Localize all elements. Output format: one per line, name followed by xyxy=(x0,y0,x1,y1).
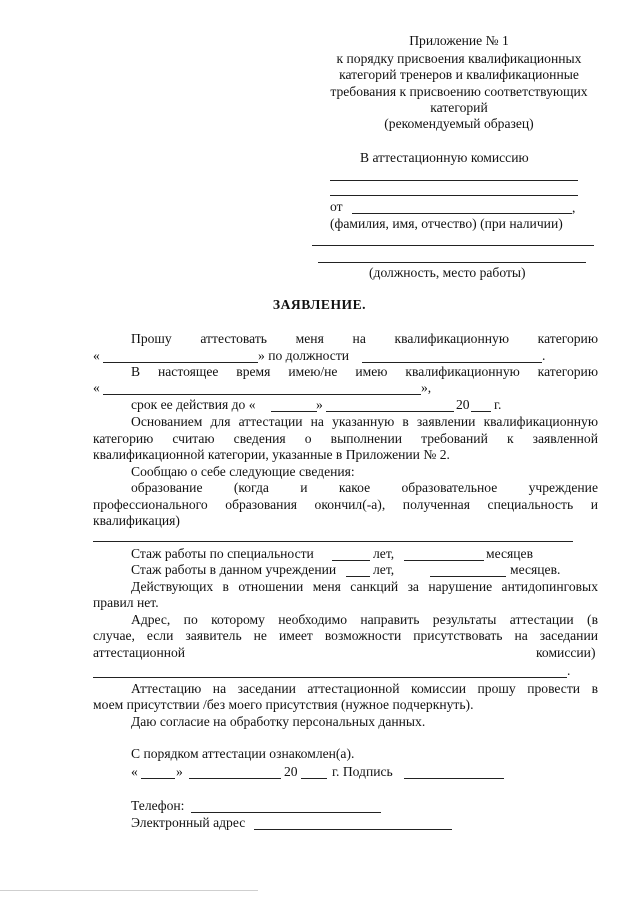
current-category-blank[interactable] xyxy=(103,394,421,395)
years-blank[interactable] xyxy=(346,576,370,577)
page-divider xyxy=(0,890,258,891)
basis-line: квалификационной категории, указанные в Приложении № 2. xyxy=(93,447,450,462)
months-blank[interactable] xyxy=(404,560,484,561)
address-line: случае, если заявитель не имеет возможности присутствовать на заседании xyxy=(93,628,598,643)
education-line: образование (когда и какое образовательное учреждение xyxy=(131,480,598,495)
position-hint: (должность, место работы) xyxy=(369,265,526,280)
category-blank[interactable] xyxy=(103,362,258,363)
sign-month-blank[interactable] xyxy=(189,778,281,779)
appendix-line: к порядку присвоения квалификационных xyxy=(336,51,582,66)
quote-open: « xyxy=(131,764,138,779)
sign-day-blank[interactable] xyxy=(141,778,175,779)
month-blank[interactable] xyxy=(326,411,454,412)
blank-line[interactable] xyxy=(318,262,586,263)
basis-line: Основанием для аттестации на указанную в заявлении квалификационную xyxy=(131,414,598,429)
by-position: » по должности xyxy=(258,348,350,363)
signature-label: г. Подпись xyxy=(332,764,393,779)
validity-label: срок ее действия до « xyxy=(131,397,256,412)
experience-specialty-label: Стаж работы по специальности xyxy=(131,546,314,561)
quote-close: » xyxy=(176,764,183,779)
document-title: ЗАЯВЛЕНИЕ. xyxy=(272,297,367,312)
year-suffix: г. xyxy=(494,397,502,412)
education-line: профессионального образования окончил(-а), полученная специальность и xyxy=(93,497,598,512)
basis-line: категорию считаю сведения о выполнении требований к заявленной xyxy=(93,431,598,446)
years-label: лет, xyxy=(373,546,395,561)
months-label: месяцев. xyxy=(510,562,561,577)
quote-open: « xyxy=(93,348,100,363)
addressee-commission: В аттестационную комиссию xyxy=(360,150,529,165)
quote-close: » xyxy=(316,397,323,412)
phone-blank[interactable] xyxy=(191,812,381,813)
appendix-line: требования к присвоению соответствующих xyxy=(330,84,588,99)
about-self: Сообщаю о себе следующие сведения: xyxy=(131,464,355,479)
phone-label: Телефон: xyxy=(131,798,185,813)
appendix-note: (рекомендуемый образец) xyxy=(384,116,534,131)
request-line: Прошу аттестовать меня на квалификационную категорию xyxy=(131,331,598,346)
current-category-line: В настоящее время имею/не имею квалификационную категорию xyxy=(131,364,598,379)
appendix-line: категорий тренеров и квалификационные xyxy=(339,67,579,82)
attendance-line: моем присутствии /без моего присутствия (нужное подчеркнуть). xyxy=(93,697,474,712)
doping-line: правил нет. xyxy=(93,595,159,610)
year-blank[interactable] xyxy=(471,411,491,412)
year-prefix: 20 xyxy=(456,397,470,412)
address-line: Адрес, по которому необходимо направить результаты аттестации (в xyxy=(131,612,598,627)
years-blank[interactable] xyxy=(332,560,370,561)
position-blank[interactable] xyxy=(362,362,542,363)
quote-open: « xyxy=(93,380,100,395)
appendix-title: Приложение № 1 xyxy=(409,33,509,48)
comma: , xyxy=(572,200,576,215)
consent: Даю согласие на обработку персональных данных. xyxy=(131,714,426,729)
address-blank[interactable] xyxy=(93,677,567,678)
blank-line[interactable] xyxy=(312,245,594,246)
fio-hint: (фамилия, имя, отчество) (при наличии) xyxy=(330,216,563,231)
doping-line: Действующих в отношении меня санкций за нарушение антидопинговых xyxy=(131,579,598,594)
education-line: квалификация) xyxy=(93,513,180,528)
attendance-line: Аттестацию на заседании аттестационной комиссии прошу провести в xyxy=(131,681,598,696)
address-line: аттестационной xyxy=(93,645,186,660)
education-blank[interactable] xyxy=(93,541,573,542)
from-label: от xyxy=(330,199,343,214)
appendix-line: категорий xyxy=(430,100,488,115)
period: . xyxy=(542,348,546,363)
months-blank[interactable] xyxy=(430,576,506,577)
blank-line[interactable] xyxy=(330,180,578,181)
sign-year-blank[interactable] xyxy=(301,778,327,779)
from-blank[interactable] xyxy=(352,213,572,214)
experience-institution-label: Стаж работы в данном учреждении xyxy=(131,562,337,577)
blank-line[interactable] xyxy=(330,195,578,196)
years-label: лет, xyxy=(373,562,395,577)
email-blank[interactable] xyxy=(254,829,452,830)
months-label: месяцев xyxy=(486,546,533,561)
sign-year-prefix: 20 xyxy=(284,764,298,779)
period: . xyxy=(567,663,571,678)
address-line: комиссии) xyxy=(536,645,596,660)
quote-close: », xyxy=(421,380,432,395)
email-label: Электронный адрес xyxy=(131,815,246,830)
day-blank[interactable] xyxy=(271,411,317,412)
signature-blank[interactable] xyxy=(404,778,504,779)
acknowledgement: С порядком аттестации ознакомлен(а). xyxy=(131,746,355,761)
